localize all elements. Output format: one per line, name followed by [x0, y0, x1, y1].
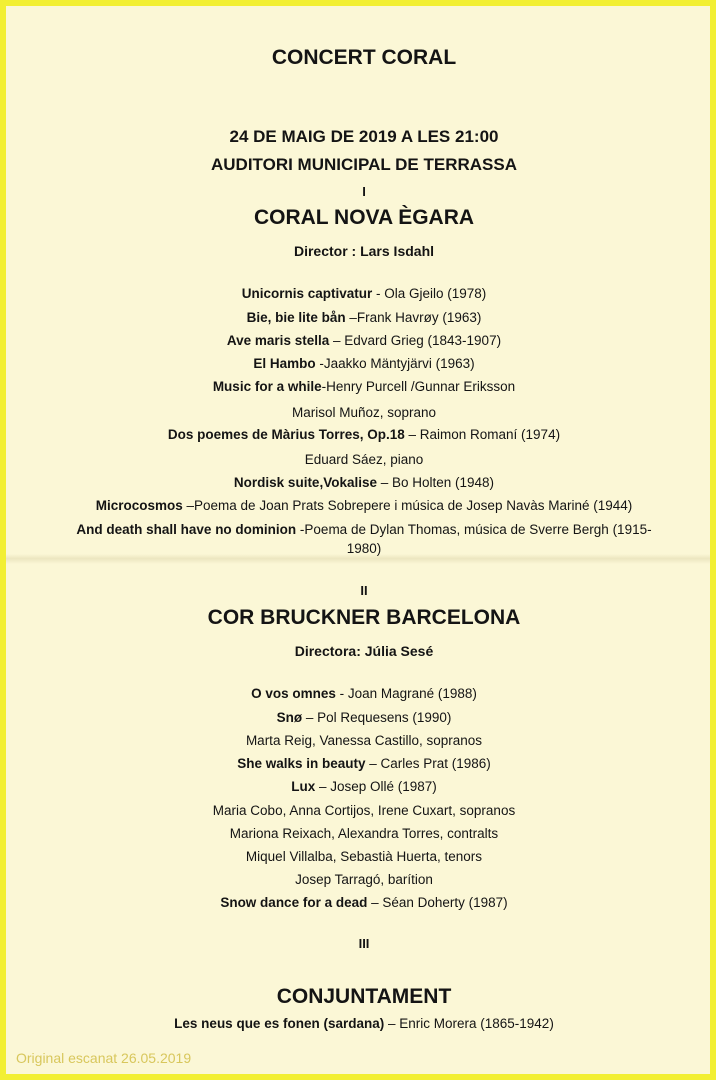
- part-1-piece-title: Bie, bie lite bån: [246, 310, 346, 325]
- part-2-piece-credit: – Josep Ollé (1987): [315, 779, 437, 794]
- part-1-piece-item: [6, 498, 710, 513]
- part-1-piece-credit: - Ola Gjeilo (1978): [372, 286, 487, 301]
- concert-title: CONCERT CORAL: [271, 46, 457, 69]
- part-2-piece-item: [6, 849, 710, 864]
- part-1-piece-credit: –Frank Havrøy (1963): [345, 310, 482, 325]
- part-1-piece-credit: 1980): [346, 541, 382, 556]
- part-1-piece-credit: -Henry Purcell /Gunnar Eriksson: [321, 379, 516, 394]
- part-2-piece-credit: – Pol Requesens (1990): [302, 710, 452, 725]
- part-1-piece-title: Unicornis captivatur: [241, 286, 373, 301]
- part-1-piece-item: [6, 427, 710, 442]
- part-2-piece-credit: – Carles Prat (1986): [365, 756, 491, 771]
- part-2-choir: COR BRUCKNER BARCELONA: [207, 606, 521, 629]
- part-2-piece-credit: Josep Tarragó, barítion: [295, 872, 433, 887]
- part-1-piece-item: [6, 379, 710, 394]
- part-1-piece-title: El Hambo: [253, 356, 316, 371]
- part-2-piece-credit: Miquel Villalba, Sebastià Huerta, tenors: [245, 849, 483, 864]
- part-2-piece-item: [6, 710, 710, 725]
- part-2-piece-item: [6, 895, 710, 910]
- part-2-piece-title: She walks in beauty: [237, 756, 366, 771]
- part-3-numeral: III: [358, 936, 370, 951]
- part-1-piece-item: [6, 452, 710, 467]
- part-1-piece-credit: –Poema de Joan Prats Sobrepere i música de Josep Navàs Mariné (1944): [182, 498, 633, 513]
- scan-stamp: Original escanat 26.05.2019: [16, 1050, 192, 1066]
- part-1-choir: CORAL NOVA ÈGARA: [253, 206, 475, 229]
- part-2-piece-item: [6, 872, 710, 887]
- part-1-piece-credit: – Edvard Grieg (1843-1907): [329, 333, 502, 348]
- part-1-piece-title: Microcosmos: [95, 498, 183, 513]
- part-2-piece-credit: - Joan Magrané (1988): [335, 686, 477, 701]
- part-2-piece-title: Snø: [276, 710, 303, 725]
- part-2-piece-item: [6, 733, 710, 748]
- part-2-piece-item: [6, 756, 710, 771]
- part-1-piece-credit: -Jaakko Mäntyjärvi (1963): [315, 356, 475, 371]
- part-1-piece-title: And death shall have no dominion: [76, 522, 297, 537]
- part-2-piece-item: [6, 686, 710, 701]
- part-2-numeral: II: [360, 583, 368, 598]
- part-1-piece-title: Nordisk suite,Vokalise: [233, 475, 377, 490]
- part-1-piece-credit: Eduard Sáez, piano: [304, 452, 424, 467]
- part-3-heading: CONJUNTAMENT: [276, 985, 452, 1008]
- part-2-piece-item: [6, 803, 710, 818]
- part-2-piece-credit: – Séan Doherty (1987): [367, 895, 508, 910]
- part-3-piece-title: Les neus que es fonen (sardana): [174, 1016, 385, 1031]
- part-2-piece-title: Snow dance for a dead: [220, 895, 368, 910]
- part-2-piece-item: [6, 779, 710, 794]
- part-1-piece-item: [6, 405, 710, 420]
- part-1-piece-credit: – Raimon Romaní (1974): [404, 427, 561, 442]
- part-1-piece-item: [6, 522, 710, 537]
- concert-date: 24 DE MAIG DE 2019 A LES 21:00: [229, 127, 499, 146]
- part-1-piece-title: Ave maris stella: [226, 333, 330, 348]
- concert-venue: AUDITORI MUNICIPAL DE TERRASSA: [210, 155, 518, 174]
- part-1-piece-item: [6, 356, 710, 371]
- part-1-piece-item: [6, 310, 710, 325]
- part-2-piece-credit: Maria Cobo, Anna Cortijos, Irene Cuxart, sopranos: [212, 803, 516, 818]
- part-1-piece-item: [6, 286, 710, 301]
- part-2-director: Directora: Júlia Sesé: [294, 643, 434, 659]
- part-1-piece-credit: – Bo Holten (1948): [376, 475, 495, 490]
- program-sheet: [6, 6, 710, 1074]
- part-3-piece-item: [6, 1016, 710, 1031]
- part-1-piece-item: [6, 475, 710, 490]
- part-2-piece-credit: Mariona Reixach, Alexandra Torres, contralts: [229, 826, 499, 841]
- part-3-piece-credit: – Enric Morera (1865-1942): [384, 1016, 554, 1031]
- part-1-piece-title: Music for a while: [212, 379, 322, 394]
- part-1-piece-title: Dos poemes de Màrius Torres, Op.18: [167, 427, 405, 442]
- part-2-piece-title: Lux: [291, 779, 316, 794]
- part-2-piece-credit: Marta Reig, Vanessa Castillo, sopranos: [245, 733, 483, 748]
- part-1-director: Director : Lars Isdahl: [293, 243, 435, 259]
- part-2-piece-item: [6, 826, 710, 841]
- part-1-numeral: I: [362, 184, 366, 199]
- part-1-piece-credit: -Poema de Dylan Thomas, música de Sverre Bergh (1915-: [296, 522, 652, 537]
- part-1-piece-item: [6, 541, 710, 556]
- part-1-piece-item: [6, 333, 710, 348]
- part-1-piece-credit: Marisol Muñoz, soprano: [291, 405, 437, 420]
- part-2-piece-title: O vos omnes: [251, 686, 336, 701]
